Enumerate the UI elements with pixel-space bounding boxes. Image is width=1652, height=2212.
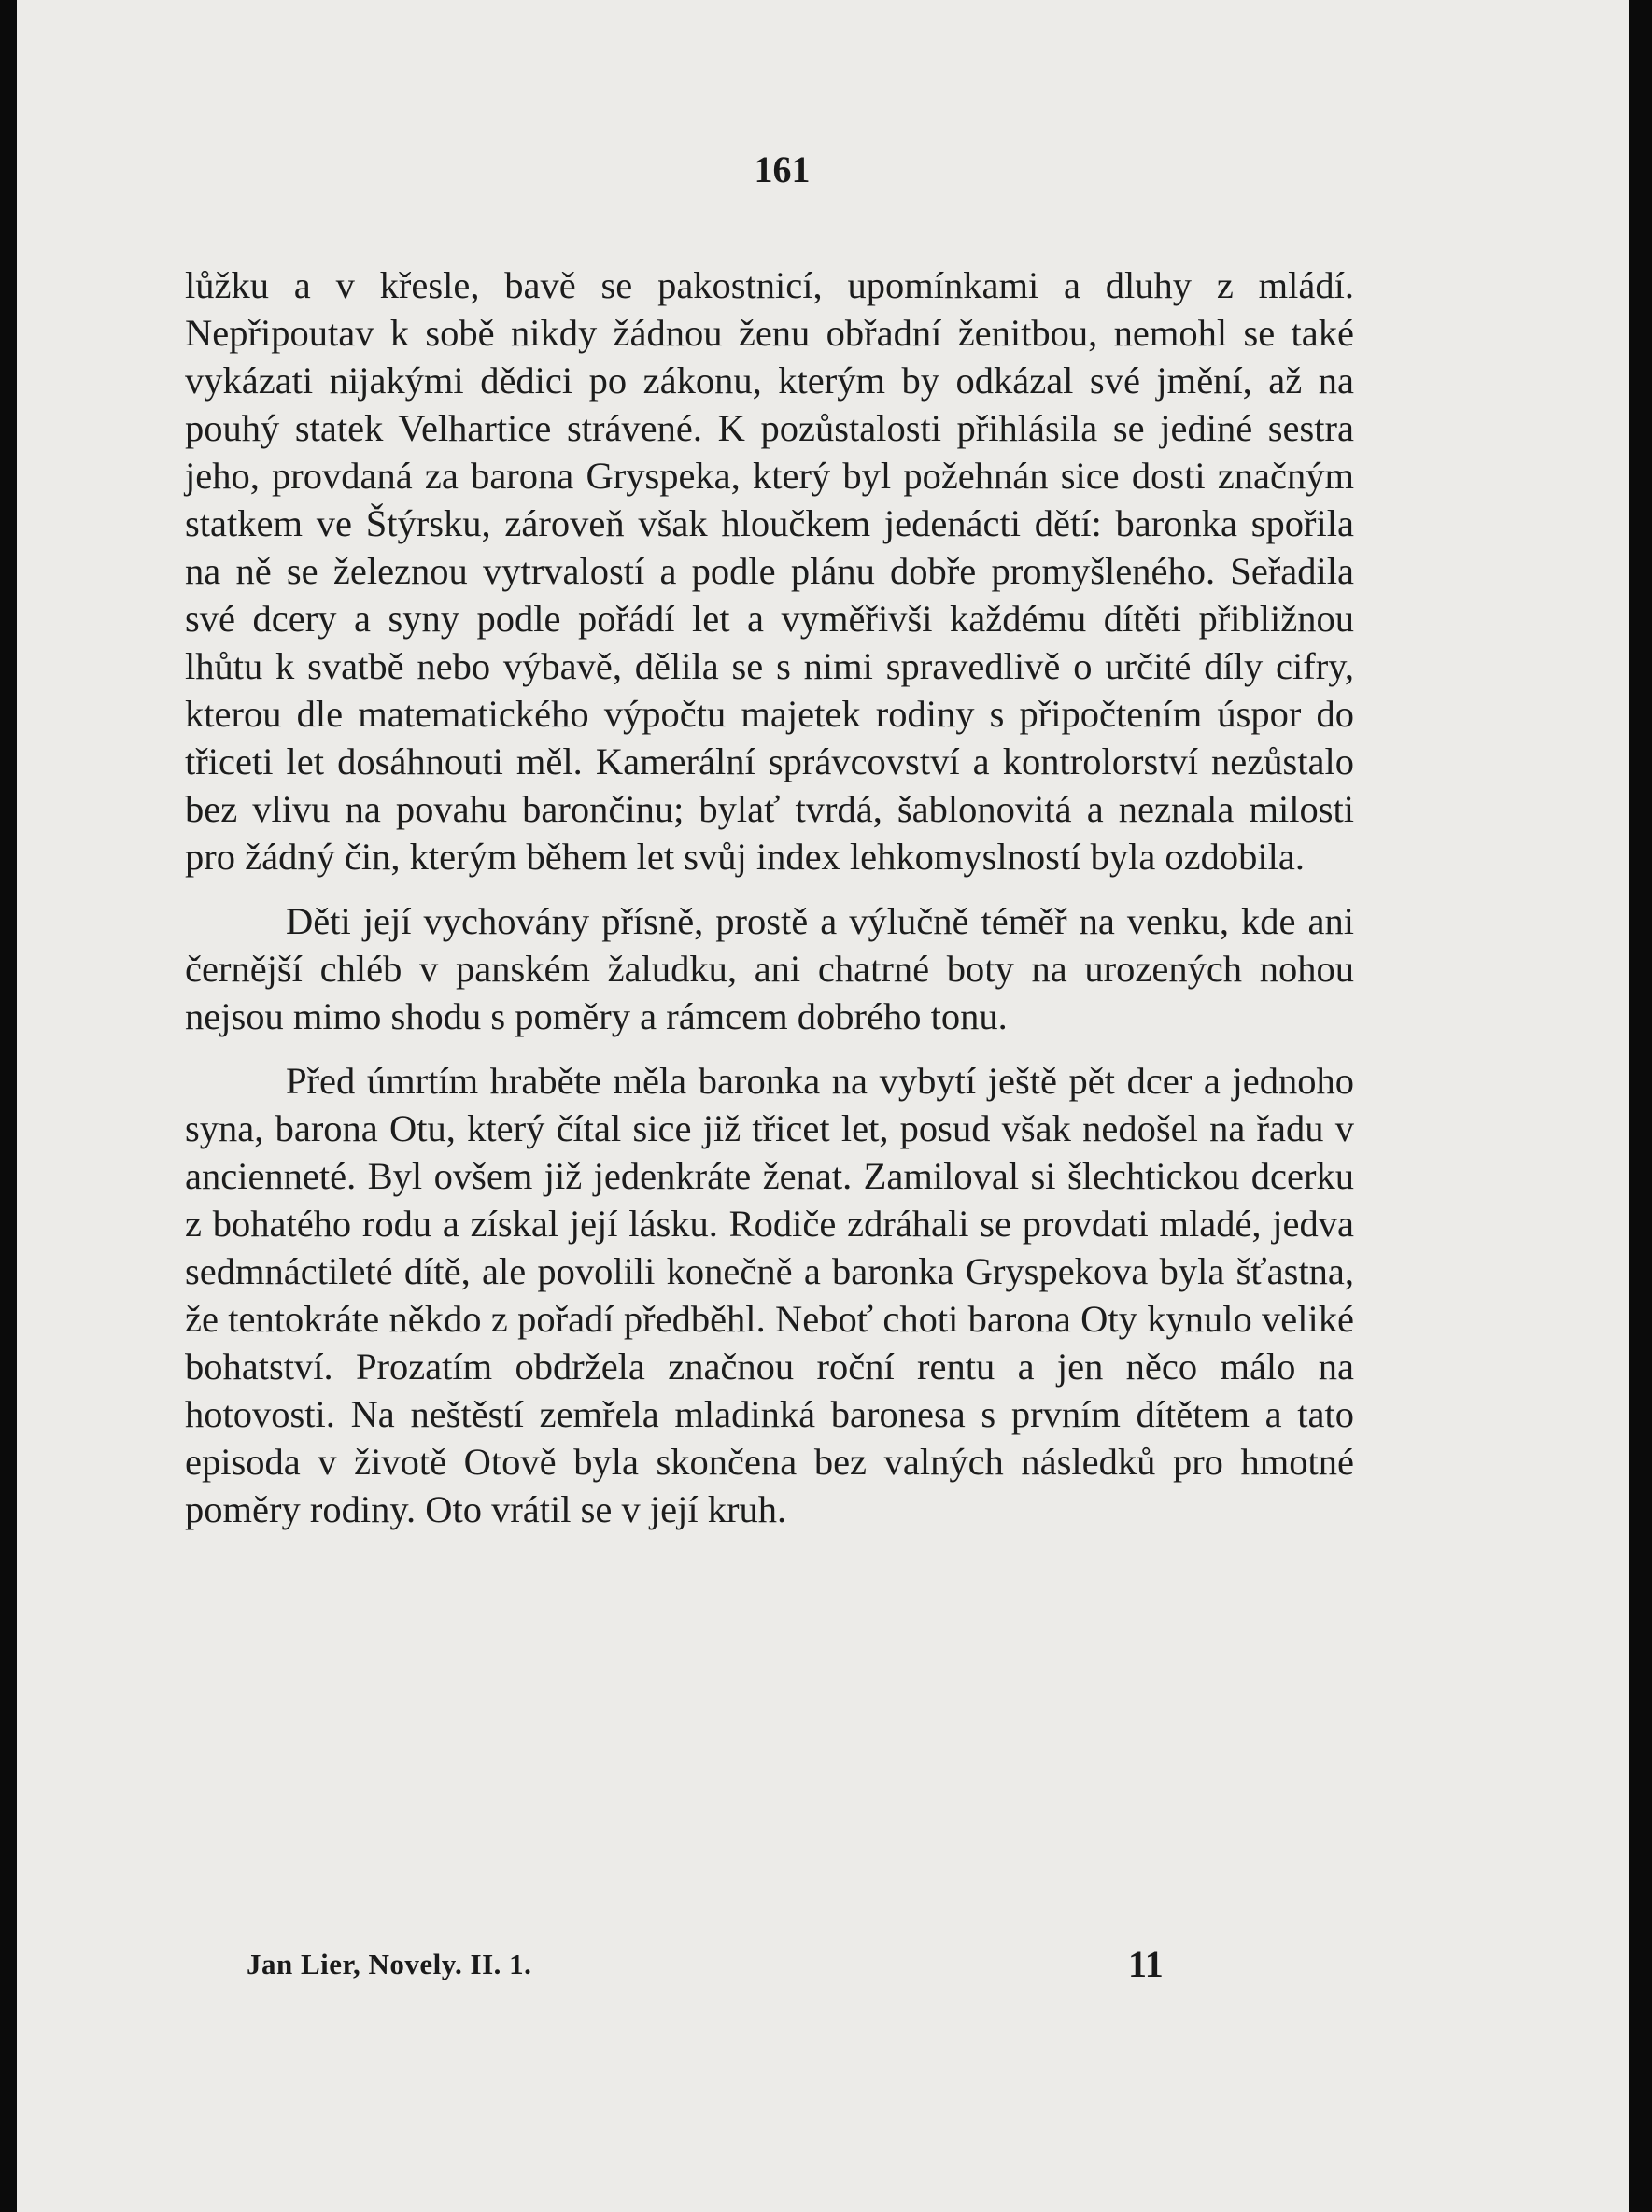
body-text (185, 261, 1354, 1550)
paragraph-1: lůžku a v křesle, bavě se pakostnicí, upomínkami a dluhy z mládí. Nepřipoutav k sobě nikdy žádnou ženu obřadní ženitbou, nemohl se také vykázati nijakými dědici po zákonu, kterým by odkázal své jmění, až na pouhý statek Velhartice strávené. K pozůstalosti přihlásila se jediné sestra jeho, provdaná za barona Gryspeka, který byl požehnán sice dosti značným statkem ve Štýrsku, zároveň však hloučkem jedenácti dětí: baronka spořila na ně se železnou vytrvalostí a podle plánu dobře promyšleného. Seřadila své dcery a syny podle pořádí let a vyměřivši každému dítěti přibližnou lhůtu k svatbě nebo výbavě, dělila se s nimi spravedlivě o určité díly cifry, kterou dle matematického výpočtu majetek rodiny s připočtením úspor do třiceti let dosáhnouti měl. Kamerální správcovství a kontrolorství nezůstalo bez vlivu na povahu barončinu; bylať tvrdá, šablonovitá a neznala milosti pro žádný čin, kterým během let svůj index lehkomyslností byla ozdobila. (185, 264, 1354, 878)
page-footer (17, 1942, 1629, 1998)
footer-signature: Jan Lier, Novely. II. 1. (247, 1948, 532, 1980)
page-number: 161 (754, 148, 811, 190)
footer-sheet-number: 11 (1128, 1943, 1164, 1985)
book-page (17, 0, 1629, 2212)
paragraph-2: Děti její vychovány přísně, prostě a výlučně téměř na venku, kde ani černější chléb v panském žaludku, ani chatrné boty na urozených nohou nejsou mimo shodu s poměry a rámcem dobrého tonu. (185, 900, 1354, 1037)
paragraph-3: Před úmrtím hraběte měla baronka na vybytí ještě pět dcer a jednoho syna, barona Otu, který čítal sice již třicet let, posud však nedošel na řadu v ancienneté. Byl ovšem již jedenkráte ženat. Zamiloval si šlechtickou dcerku z bohatého rodu a získal její lásku. Rodiče zdráhali se provdati mladé, jedva sedmnáctileté dítě, ale povolili konečně a baronka Gryspekova byla šťastna, že tentokráte někdo z pořadí předběhl. Neboť choti barona Oty kynulo veliké bohatství. Prozatím obdržela značnou roční rentu a jen něco málo na hotovosti. Na neštěstí zemřela mladinká baronesa s prvním dítětem a tato episoda v životě Otově byla skončena bez valných následků pro hmotné poměry rodiny. Oto vrátil se v její kruh. (185, 1060, 1354, 1530)
